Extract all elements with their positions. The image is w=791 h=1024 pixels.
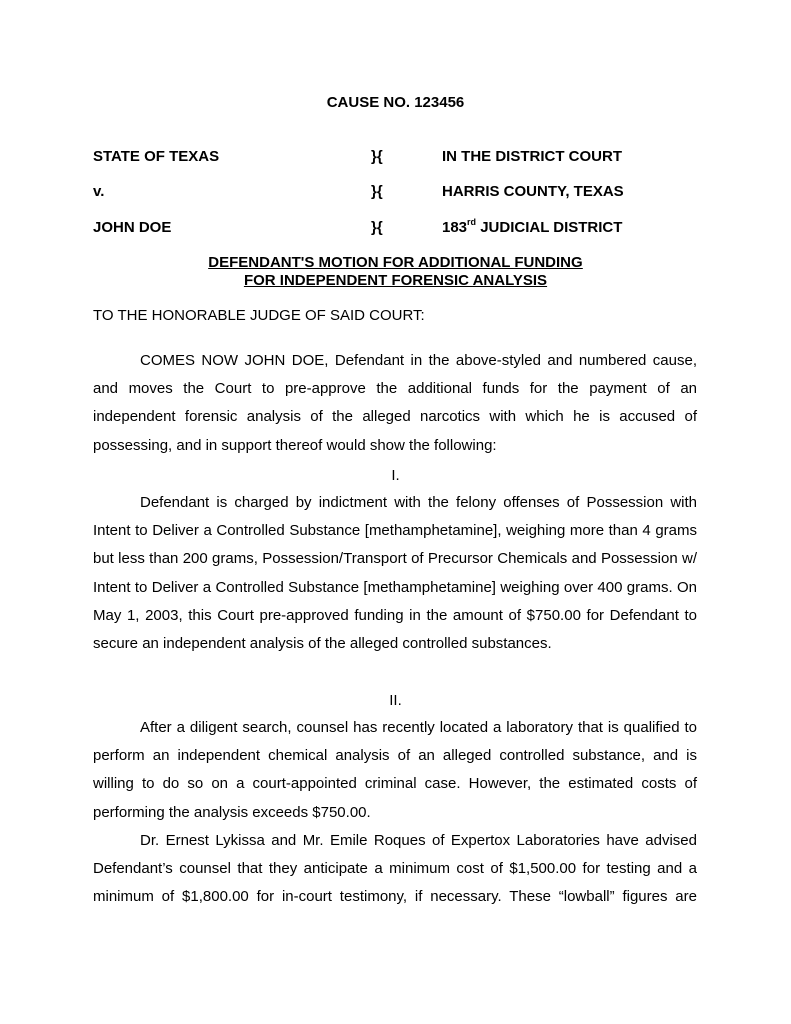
caption-party-state: STATE OF TEXAS xyxy=(93,148,220,165)
section-heading-2: II. xyxy=(389,692,402,709)
caption-county: HARRIS COUNTY, TEXAS xyxy=(442,183,624,200)
caption-separator: }{ xyxy=(371,183,383,200)
district-label: JUDICIAL DISTRICT xyxy=(476,219,623,236)
caption-row-versus xyxy=(93,183,703,203)
district-ordinal: rd xyxy=(467,217,477,227)
cause-number: CAUSE NO. 123456 xyxy=(326,94,465,111)
intro-text: COMES NOW JOHN DOE, Defendant in the above-styled and numbered cause, and moves the Court to pre-approve the additional funds for the payment of an independent forensic analysis of the alleged narcotics with which he is accused of possessing, and in support thereof would show the following: xyxy=(93,352,697,454)
caption-row-defendant xyxy=(93,219,703,239)
section-1-paragraph: Defendant is charged by indictment with the felony offenses of Possession with Intent to Deliver a Controlled Substance [methamphetamine], weighing more than 4 grams but less than 200 grams, Possession/Transport of Precursor Chemicals and Possession w/ Intent to Deliver a Controlled Substance [methamphetamine] weighing over 400 grams. On May 1, 2003, this Court pre-approved funding in the amount of $750.00 for Defendant to secure an independent analysis of the alleged controlled substances. xyxy=(93,494,697,653)
section-1-body xyxy=(93,489,697,658)
section-2-paragraph-1: After a diligent search, counsel has recently located a laboratory that is qualified to perform an independent chemical analysis of an alleged controlled substance, and is willing to do so on a court-appointed criminal case. However, the estimated costs of performing the analysis exceeds $750.00. xyxy=(93,719,697,821)
district-number: 183 xyxy=(442,219,468,236)
section-2-body xyxy=(93,714,697,827)
intro-paragraph xyxy=(93,347,697,460)
section-2-paragraph-2: Dr. Ernest Lykissa and Mr. Emile Roques of Expertox Laboratories have advised Defendant’s counsel that they anticipate a minimum cost of $1,500.00 for testing and a minimum of $1,800.00 for in-court testimony, if necessary. These “lowball” figures are xyxy=(93,832,697,906)
caption-separator: }{ xyxy=(371,219,383,236)
caption-district xyxy=(442,219,622,236)
motion-title xyxy=(0,254,791,290)
caption-court: IN THE DISTRICT COURT xyxy=(442,148,622,165)
caption-versus: v. xyxy=(93,183,105,200)
salutation: TO THE HONORABLE JUDGE OF SAID COURT: xyxy=(93,307,425,324)
caption-separator: }{ xyxy=(371,148,383,165)
motion-title-line-1: DEFENDANT'S MOTION FOR ADDITIONAL FUNDING xyxy=(208,254,583,271)
section-heading-1: I. xyxy=(391,467,400,484)
motion-title-line-2: FOR INDEPENDENT FORENSIC ANALYSIS xyxy=(243,272,548,289)
caption-party-defendant: JOHN DOE xyxy=(93,219,172,236)
section-2-body-cont xyxy=(93,827,697,912)
caption-row-state xyxy=(93,148,703,168)
